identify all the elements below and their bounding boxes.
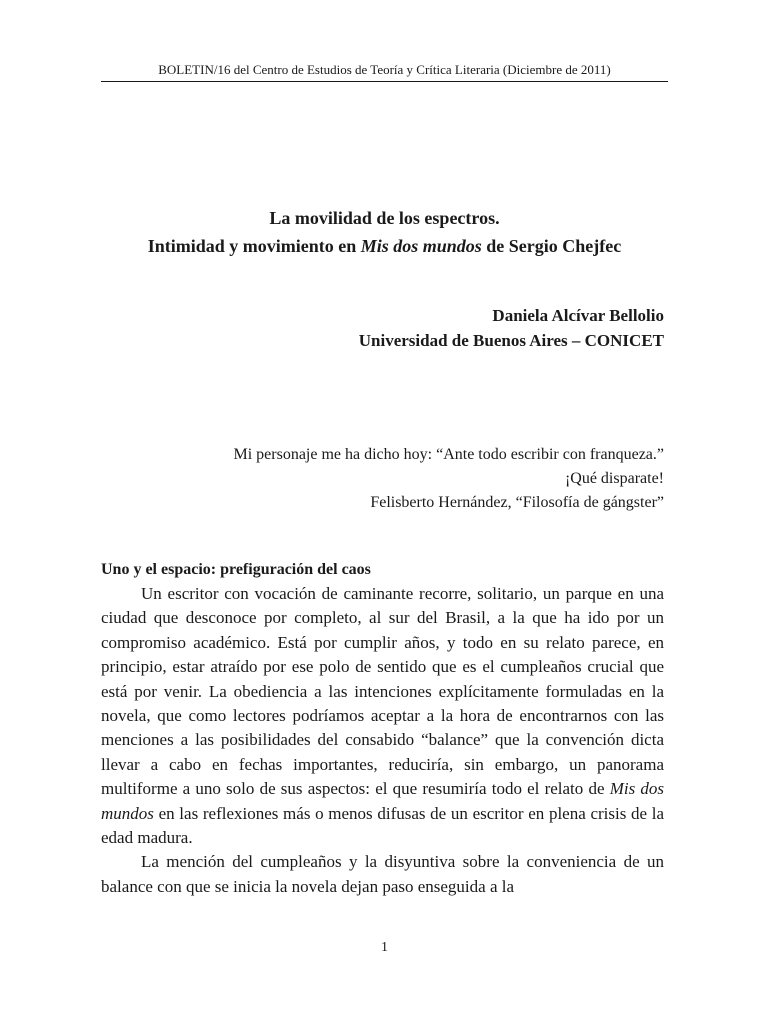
paragraph-1-book-name: Mis dos mundos <box>101 779 664 823</box>
paragraph-1-after: en las reflexiones más o menos difusas de un escritor en plena crisis de la edad madura. <box>101 803 664 848</box>
title-line-2 <box>101 232 668 260</box>
section-heading: Uno y el espacio: prefiguración del caos <box>101 561 371 578</box>
title-book-name: Mis dos mundos <box>360 236 482 256</box>
title-line-2-before: Intimidad y movimiento en <box>147 236 361 256</box>
author-affiliation: Universidad de Buenos Aires – CONICET <box>358 331 664 350</box>
running-header: BOLETIN/16 del Centro de Estudios de Teoría y Crítica Literaria (Diciembre de 2011) <box>158 62 611 77</box>
page-number: 1 <box>381 940 388 955</box>
header-rule <box>101 81 668 82</box>
author-name: Daniela Alcívar Bellolio <box>492 306 664 325</box>
epigraph-line-1: Mi personaje me ha dicho hoy: “Ante todo escribir con franqueza.” <box>233 446 664 463</box>
article-title <box>101 204 668 260</box>
paragraph-1-before: Un escritor con vocación de caminante recorre, solitario, un parque en una ciudad que desconoce por completo, al sur del Brasil, a la que ha ido por un compromiso académico. Está por cumplir años, y todo en su relato parece, en principio, estar atraído por ese polo de sentido que es el cumpleaños crucial que está por venir. La obediencia a las intenciones explícitamente formuladas en la novela, que como lectores podríamos aceptar a la hora de encontrarnos con las menciones a las posibilidades del consabido “balance” que la convención dicta llevar a cabo en fechas importantes, reduciría, sin embargo, un panorama multiforme a uno solo de sus aspectos: el que resumiría todo el relato de <box>101 584 664 799</box>
title-line-1: La movilidad de los espectros. <box>269 208 500 228</box>
epigraph <box>101 443 664 515</box>
epigraph-line-2: ¡Qué disparate! <box>564 470 664 487</box>
title-line-2-after: de Sergio Chejfec <box>481 236 622 256</box>
epigraph-attribution: Felisberto Hernández, “Filosofía de gángster” <box>370 494 664 511</box>
author-block <box>101 303 664 353</box>
paragraph-1 <box>101 582 664 850</box>
body-text <box>101 582 664 899</box>
paragraph-2: La mención del cumpleaños y la disyuntiva sobre la conveniencia de un balance con que se inicia la novela dejan paso enseguida a la <box>101 852 664 896</box>
